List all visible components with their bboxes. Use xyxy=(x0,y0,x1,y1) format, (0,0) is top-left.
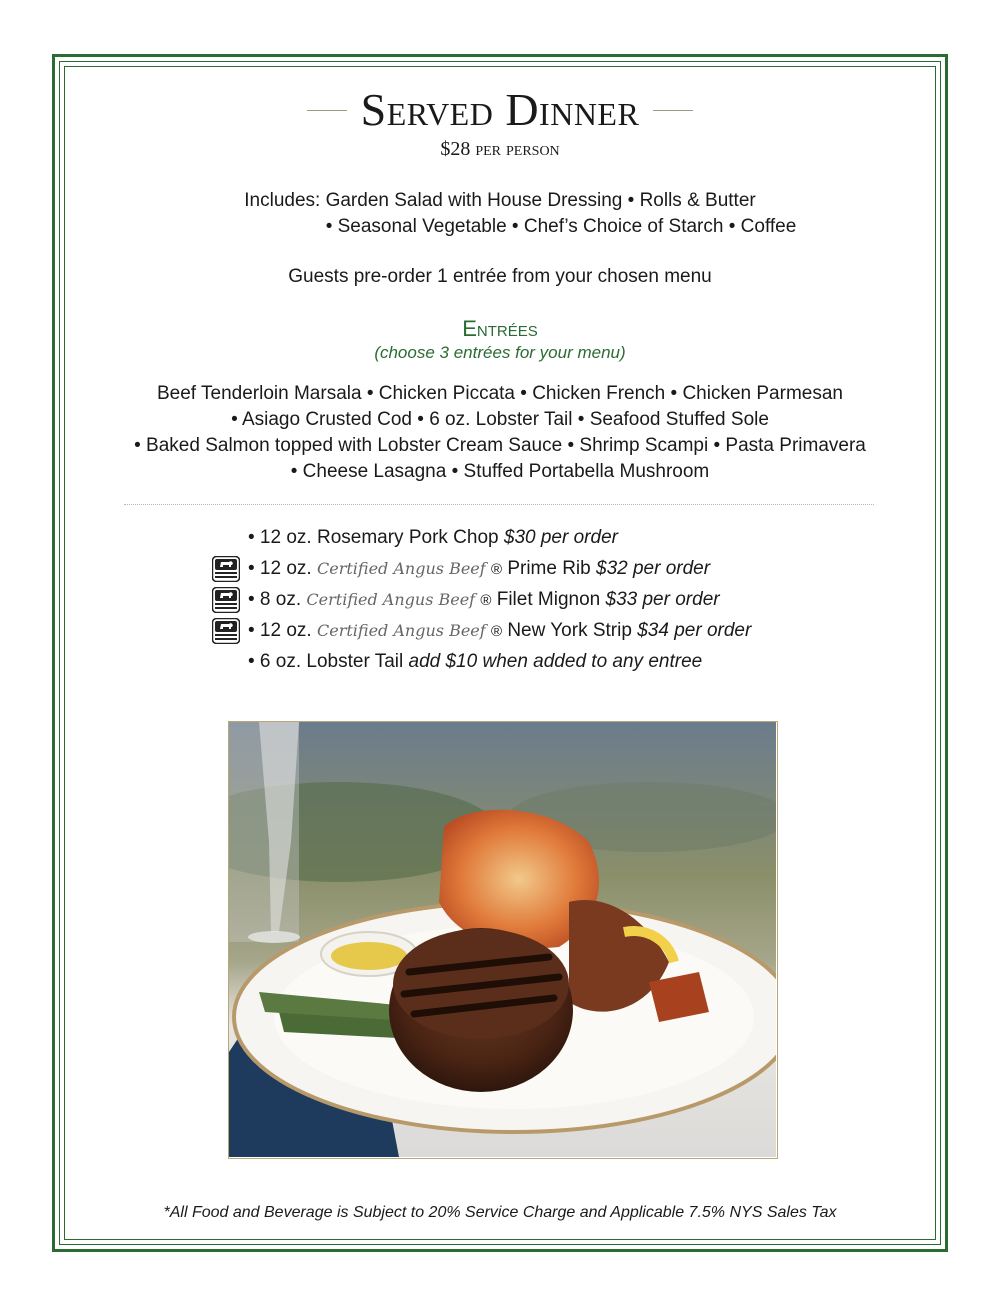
special-item-pork-chop xyxy=(210,522,810,553)
page-title: Served Dinner xyxy=(360,84,640,135)
special-registered-mark: ® xyxy=(480,592,492,609)
entree-line: • Asiago Crusted Cod • 6 oz. Lobster Tail • Seafood Stuffed Sole xyxy=(231,409,769,430)
special-prefix: • 6 oz. xyxy=(248,651,302,672)
price-line xyxy=(0,138,1000,161)
special-item: Lobster Tail xyxy=(306,651,404,672)
entree-line: Beef Tenderloin Marsala • Chicken Piccata • Chicken French • Chicken Parmesan xyxy=(157,383,843,404)
steak-and-lobster-photo xyxy=(228,721,778,1159)
price-amount: $28 xyxy=(440,138,471,160)
special-registered-mark: ® xyxy=(490,561,503,578)
preorder-note: Guests pre-order 1 entrée from your chosen menu xyxy=(288,266,712,287)
certified-angus-beef-badge-icon xyxy=(212,587,240,613)
special-price: $30 per order xyxy=(503,527,618,548)
entree-line: • Baked Salmon topped with Lobster Cream Sauce • Shrimp Scampi • Pasta Primavera xyxy=(134,435,866,456)
special-price: add $10 when added to any entree xyxy=(408,651,703,672)
special-prefix: • 12 oz. xyxy=(248,620,312,641)
certified-angus-beef-badge-icon xyxy=(212,618,240,644)
footer-disclaimer: *All Food and Beverage is Subject to 20% Service Charge and Applicable 7.5% NYS Sales Tax xyxy=(163,1204,837,1221)
section-divider xyxy=(124,504,874,505)
special-price: $34 per order xyxy=(637,620,752,641)
food-photo-illustration xyxy=(229,722,776,1157)
special-item-filet-mignon xyxy=(210,584,810,615)
entrees-heading: Entrées xyxy=(462,316,538,341)
entree-line: • Cheese Lasagna • Stuffed Portabella Mushroom xyxy=(290,461,710,482)
entrees-subheading: (choose 3 entrées for your menu) xyxy=(374,343,626,362)
includes-line-1: Includes: Garden Salad with House Dressing • Rolls & Butter xyxy=(244,190,756,211)
price-unit: per person xyxy=(475,138,560,160)
entree-list xyxy=(0,381,1000,485)
special-price: $33 per order xyxy=(605,589,720,610)
specials-list xyxy=(210,522,810,677)
special-price: $32 per order xyxy=(596,558,711,579)
title-rule-right xyxy=(653,110,693,111)
special-item: Prime Rib xyxy=(507,558,591,579)
special-registered-mark: ® xyxy=(490,623,503,640)
special-prefix: • 8 oz. xyxy=(248,589,302,610)
special-brand: Certified Angus Beef xyxy=(316,621,486,640)
special-item: Rosemary Pork Chop xyxy=(316,527,499,548)
certified-angus-beef-badge-icon xyxy=(212,556,240,582)
special-item-prime-rib xyxy=(210,553,810,584)
includes-line-2: • Seasonal Vegetable • Chef’s Choice of Starch • Coffee xyxy=(325,216,797,237)
special-brand: Certified Angus Beef xyxy=(306,590,476,609)
special-brand: Certified Angus Beef xyxy=(316,559,486,578)
special-item-lobster-tail xyxy=(210,646,810,677)
special-item: Filet Mignon xyxy=(496,589,601,610)
title-rule-left xyxy=(307,110,347,111)
includes-text xyxy=(0,188,1000,240)
special-prefix: • 12 oz. xyxy=(248,558,312,579)
special-item-new-york-strip xyxy=(210,615,810,646)
title-row xyxy=(0,84,1000,136)
special-item: New York Strip xyxy=(507,620,632,641)
special-prefix: • 12 oz. xyxy=(248,527,312,548)
